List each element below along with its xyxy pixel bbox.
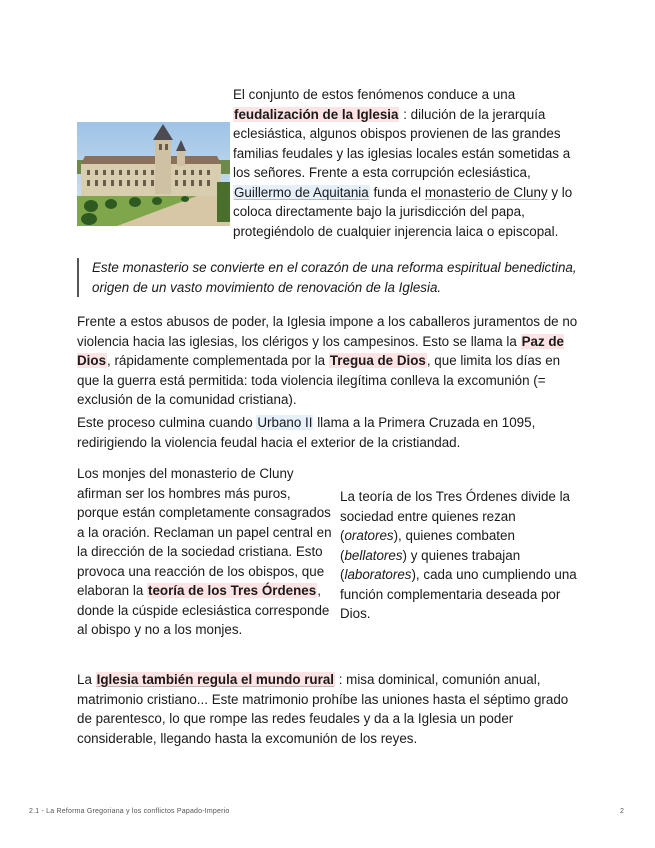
bellatores-term: bellatores	[344, 547, 403, 563]
intro-paragraph	[233, 85, 583, 241]
paz-de-dios-highlight: Paz de Dios	[77, 333, 564, 368]
peace-of-god-paragraph	[77, 312, 579, 410]
feudalization-highlight: feudalización de la Iglesia	[234, 106, 399, 122]
blockquote	[77, 258, 582, 297]
para1-text-3: , rápidamente complementada por la	[107, 353, 329, 368]
right-column	[340, 487, 580, 624]
para1-text-1: Frente a estos abusos de poder, la Iglesia impone a los caballeros juramentos de no violencia hacia las iglesias, los clérigos y los campesinos. Esto se llama la	[77, 314, 578, 349]
para2-text-1: Este proceso culmina cuando	[77, 415, 257, 430]
footer-title: 2.1 - La Reforma Gregoriana y los conflictos Papado-Imperio	[29, 808, 230, 815]
para3-text-1: La	[77, 672, 96, 687]
laboratores-term: laboratores	[344, 567, 412, 582]
tregua-de-dios-highlight: Tregua de Dios	[329, 353, 426, 368]
page-number: 2	[620, 808, 624, 815]
intro-text-5: funda el	[369, 184, 425, 200]
guillermo-link[interactable]: Guillermo de Aquitania	[234, 184, 369, 200]
crusade-paragraph	[77, 413, 579, 452]
para2-text-3: llama a la Primera Cruzada en 1095, redirigiendo la violencia feudal hacia el exterior de la cristiandad.	[77, 415, 536, 450]
col-right-text-3: ), quienes combaten (	[340, 528, 515, 563]
quote-text: Este monasterio se convierte en el corazón de una reforma espiritual benedictina, origen de un vasto movimiento de renovación de la Iglesia.	[92, 260, 577, 295]
intro-text-3: : dilución de la jerarquía eclesiástica, algunos obispos provienen de las grandes familias feudales y las iglesias locales están sometidas a los señores. Frente a esta corrupción eclesiástica,	[233, 106, 571, 180]
para3-text-3: : misa dominical, comunión anual, matrimonio cristiano... Este matrimonio prohíbe las uniones hasta el séptimo grado de parentesco, lo que rompe las redes feudales y da a la Iglesia un poder considerable, llegando hasta la excomunión de los reyes.	[77, 672, 569, 746]
rural-world-paragraph	[77, 670, 582, 748]
para1-text-5: , que limita los días en que la guerra está permitida: toda violencia ilegítima conlleva la excomunión (= exclusión de la comunidad cristiana).	[77, 353, 561, 407]
oratores-term: oratores	[344, 528, 394, 543]
left-column	[77, 464, 332, 640]
col-left-text-1: Los monjes del monasterio de Cluny afirman ser los hombres más puros, porque están completamente consagrados a la oración. Reclaman un papel central en la dirección de la sociedad cristiana. Esto provoca una reacción de los obispos, que elaboran la	[77, 466, 332, 598]
intro-text-1: El conjunto de estos fenómenos conduce a una	[233, 87, 516, 102]
col-right-text-1: La teoría de los Tres Órdenes divide la sociedad entre quienes rezan (	[340, 489, 571, 543]
col-right-text-5: ) y quienes trabajan (	[340, 547, 521, 582]
tres-ordenes-highlight: teoría de los Tres Órdenes	[147, 583, 317, 598]
cluny-abbey-photo	[77, 122, 230, 226]
col-right-text-7: ), cada uno cumpliendo una función complementaria deseada por Dios.	[340, 567, 577, 621]
iglesia-rural-highlight[interactable]: Iglesia también regula el mundo rural	[96, 672, 334, 687]
urbano-link[interactable]: Urbano II	[257, 415, 313, 430]
col-left-text-3: , donde la cúspide eclesiástica corresponde al obispo y no a los monjes.	[77, 583, 330, 637]
cluny-link[interactable]: monasterio de Cluny	[424, 184, 548, 200]
intro-text-7: y lo coloca directamente bajo la jurisdicción del papa, protegiéndolo de cualquier injerencia laica o episcopal.	[233, 184, 573, 239]
